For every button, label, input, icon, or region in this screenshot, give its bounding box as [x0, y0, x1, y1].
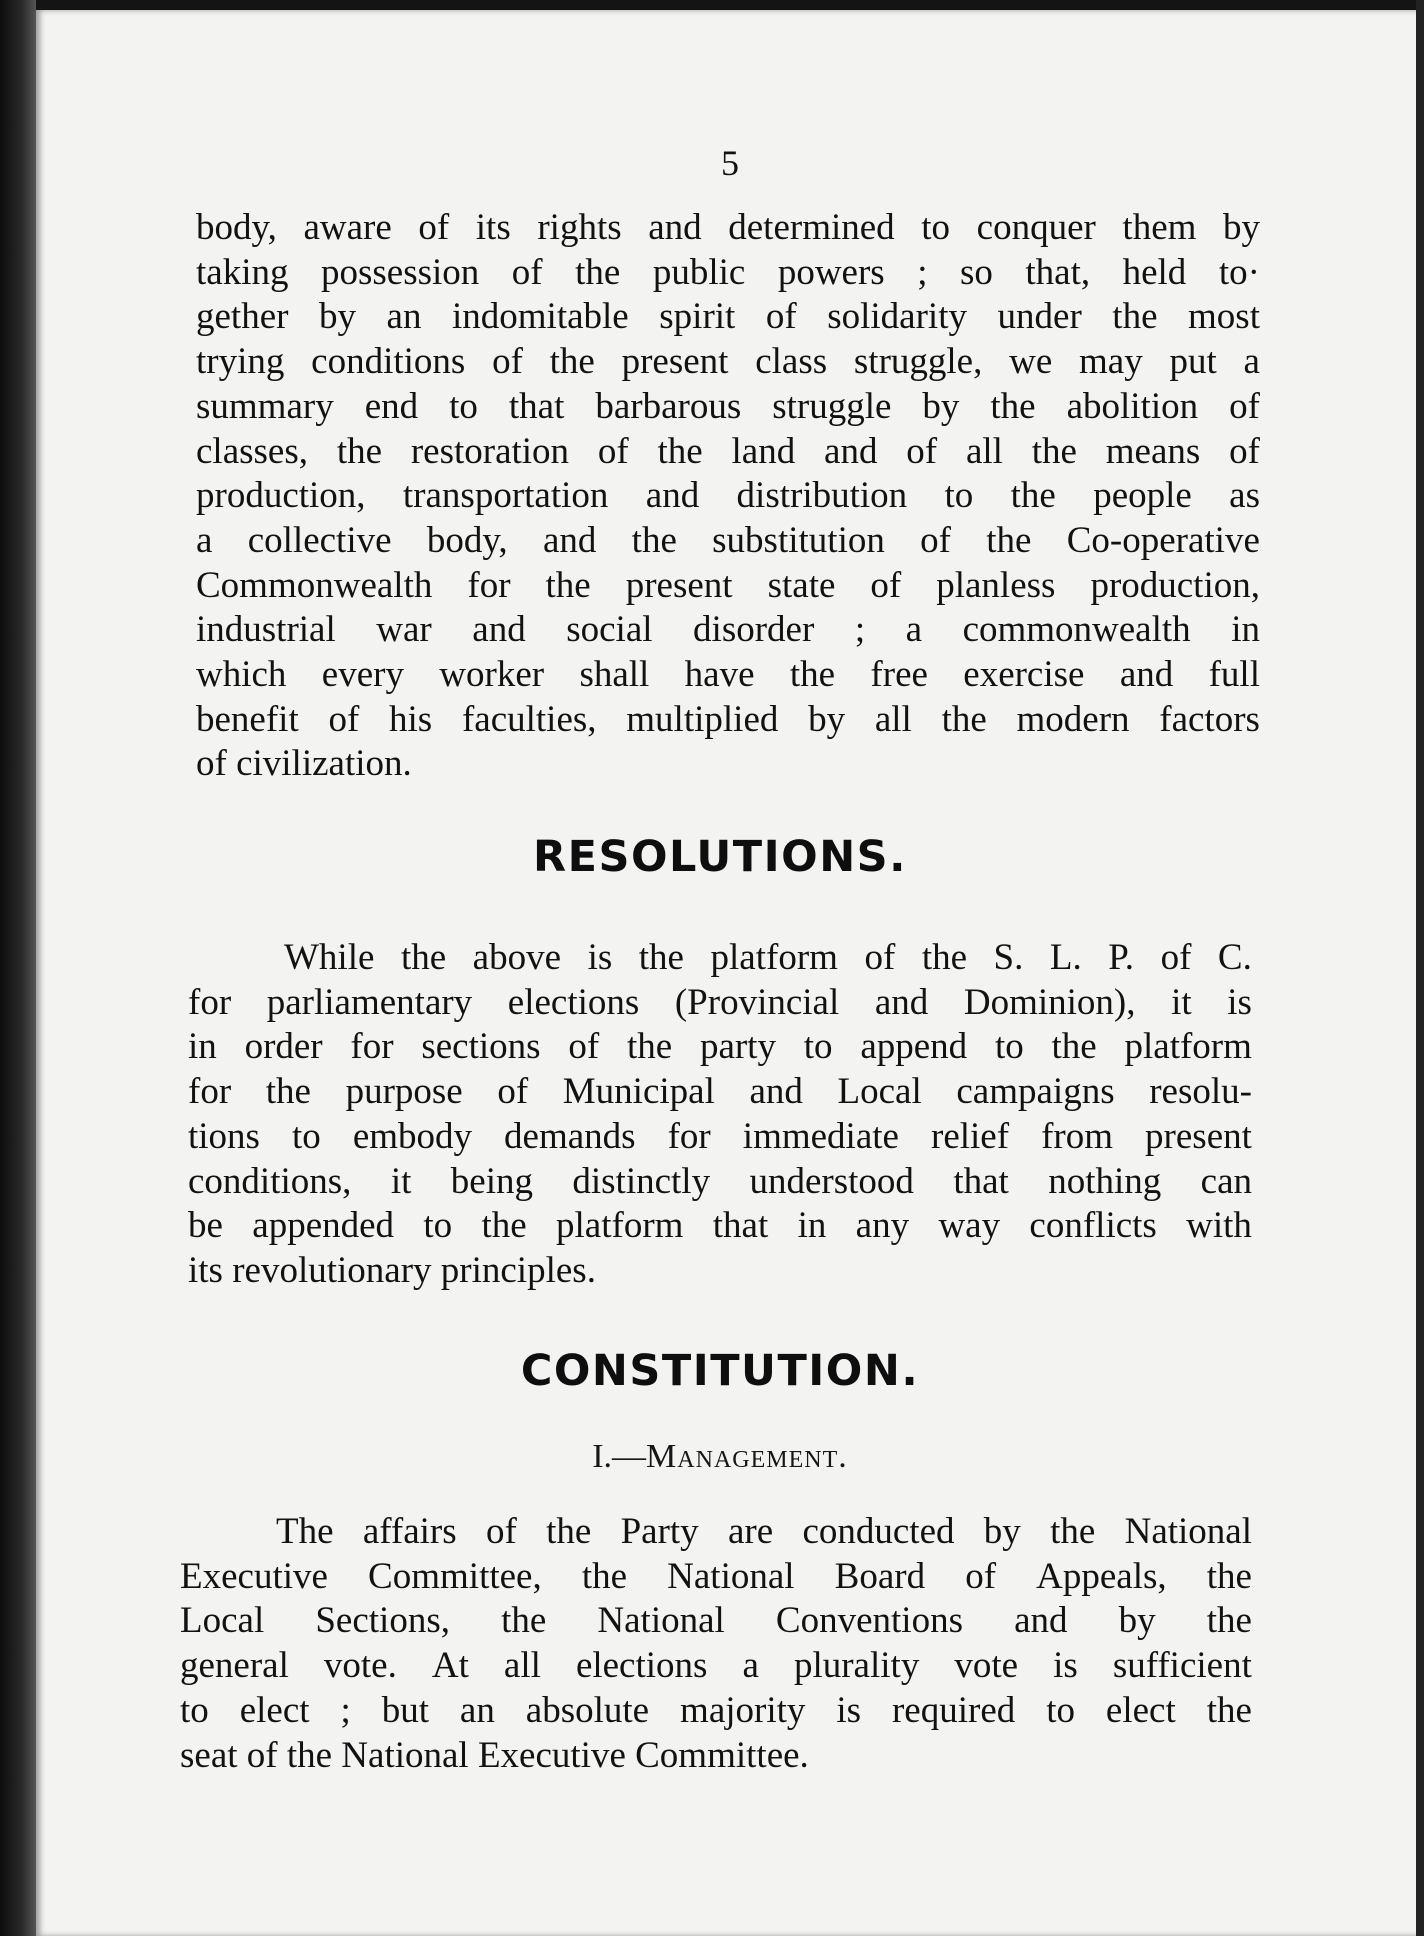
- page-edge: [1416, 0, 1424, 1936]
- text-line: for the purpose of Municipal and Local campaigns resolu-: [188, 1071, 1252, 1113]
- text-line: a collective body, and the substitution of the Co-operative: [196, 519, 1260, 561]
- text-line: Executive Committee, the National Board of Appeals, the: [180, 1555, 1252, 1597]
- text-line: production, transportation and distribution to the people as: [196, 475, 1260, 517]
- section-heading: [520, 1438, 920, 1476]
- text-line: be appended to the platform that in any way conflicts with: [188, 1205, 1252, 1247]
- text-line: industrial war and social disorder ; a commonwealth in: [196, 609, 1260, 651]
- page-number: 5: [721, 143, 739, 183]
- text-line: tions to embody demands for immediate relief from present: [188, 1115, 1252, 1157]
- text-line: which every worker shall have the free exercise and full: [196, 654, 1260, 696]
- text-line: Local Sections, the National Conventions and by the: [180, 1600, 1252, 1642]
- text-line: taking possession of the public powers ; so that, held to·: [196, 251, 1260, 293]
- text-line: conditions, it being distinctly understood that nothing can: [188, 1160, 1252, 1202]
- text-line: Commonwealth for the present state of planless production,: [196, 564, 1260, 606]
- management-paragraph: [180, 1510, 1252, 1778]
- text-line: of civilization.: [196, 743, 412, 785]
- text-line: its revolutionary principles.: [188, 1249, 596, 1291]
- section-numeral: I.—: [592, 1438, 647, 1475]
- text-line: While the above is the platform of the S. L. P. of C.: [284, 937, 1252, 978]
- text-line: gether by an indomitable spirit of solidarity under the most: [196, 296, 1260, 338]
- text-line: classes, the restoration of the land and of all the means of: [196, 430, 1260, 472]
- book-spine: [0, 0, 36, 1936]
- text-line: body, aware of its rights and determined to conquer them by: [196, 207, 1260, 248]
- resolutions-paragraph: [188, 936, 1252, 1294]
- text-line: general vote. At all elections a plurality vote is sufficient: [180, 1645, 1252, 1687]
- text-line: The affairs of the Party are conducted by the National: [276, 1511, 1252, 1552]
- text-line: in order for sections of the party to append to the platform: [188, 1026, 1252, 1068]
- text-line: for parliamentary elections (Provincial and Dominion), it is: [188, 981, 1252, 1023]
- text-line: benefit of his faculties, multiplied by all the modern factors: [196, 698, 1260, 740]
- constitution-heading: CONSTITUTION.: [520, 1346, 920, 1396]
- resolutions-heading: RESOLUTIONS.: [533, 832, 907, 882]
- platform-paragraph: [196, 206, 1260, 787]
- text-line: trying conditions of the present class struggle, we may put a: [196, 341, 1260, 383]
- text-line: summary end to that barbarous struggle by the abolition of: [196, 385, 1260, 427]
- section-title: Management.: [646, 1438, 848, 1475]
- text-line: seat of the National Executive Committee.: [180, 1734, 809, 1776]
- text-line: to elect ; but an absolute majority is required to elect the: [180, 1689, 1252, 1731]
